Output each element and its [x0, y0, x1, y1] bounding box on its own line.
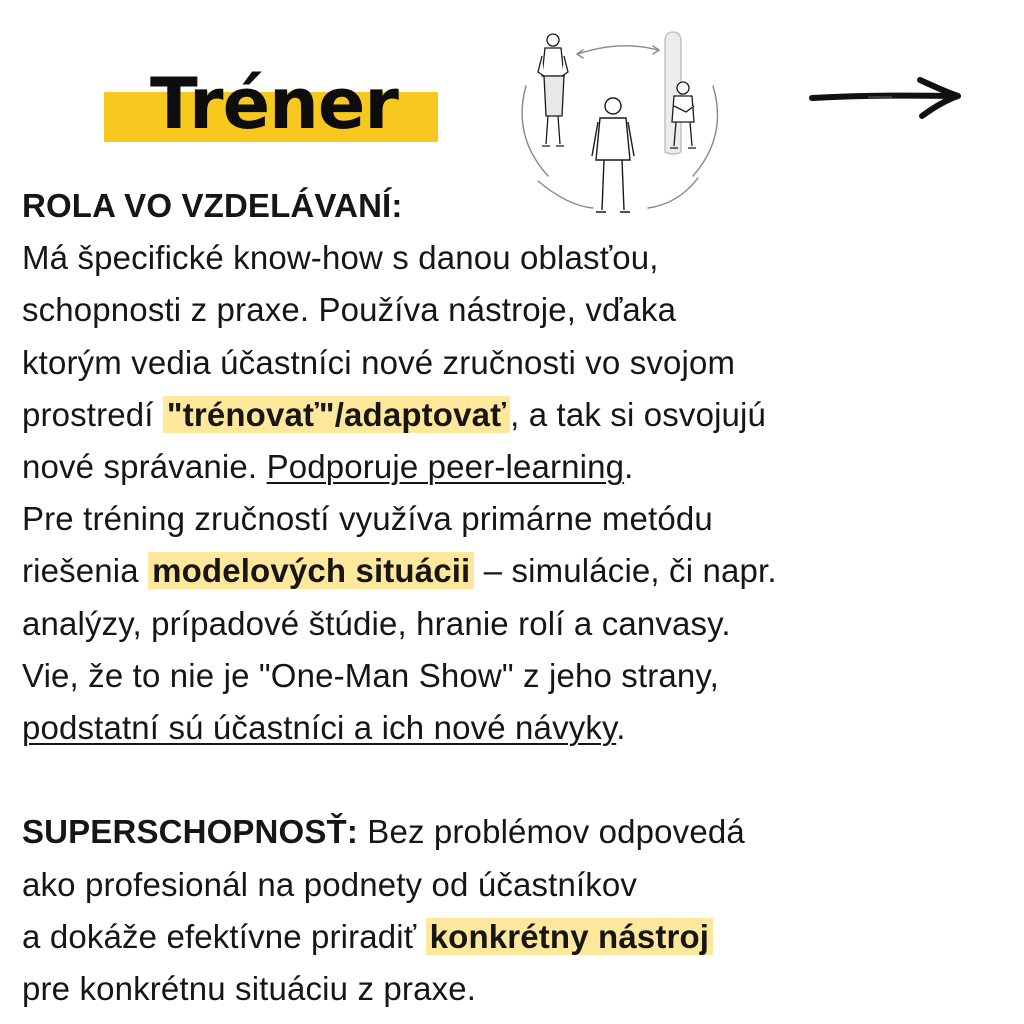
text-line: schopnosti z praxe. Používa nástroje, vďaka	[22, 291, 677, 329]
text-line: Má špecifické know-how s danou oblasťou,	[22, 239, 659, 277]
text-line: analýzy, prípadové štúdie, hranie rolí a canvasy.	[22, 604, 731, 642]
text-line: Pre tréning zručností využíva primárne metódu	[22, 500, 713, 538]
spacer	[22, 754, 1012, 806]
text-line: Vie, že to nie je "One-Man Show" z jeho strany,	[22, 656, 719, 694]
text-line: SUPERSCHOPNOSŤ: Bez problémov odpovedá	[22, 813, 745, 851]
text-line: ktorým vedia účastníci nové zručnosti vo svojom	[22, 343, 736, 381]
body-text	[22, 180, 1012, 1015]
underlined-peer-learning: Podporuje peer-learning	[266, 448, 625, 486]
highlight-modelove-situacie: modelových situácii	[148, 552, 474, 589]
highlight-konkretny-nastroj: konkrétny nástroj	[426, 918, 713, 955]
arrow-right-icon	[808, 70, 964, 122]
text-line: nové správanie. Podporuje peer-learning.	[22, 448, 634, 486]
text-line: a dokáže efektívne priradiť konkrétny nástroj	[22, 911, 1012, 963]
highlight-trenovat: "trénovať"/adaptovať	[163, 396, 510, 433]
underlined-navyky: podstatní sú účastníci a ich nové návyky	[22, 709, 617, 747]
text-line: pre konkrétnu situáciu z praxe.	[22, 970, 477, 1008]
text-line: prostredí "trénovať"/adaptovať , a tak si osvojujú	[22, 395, 767, 433]
text-line: podstatní sú účastníci a ich nové návyky.	[22, 709, 626, 747]
section1-heading: ROLA VO VZDELÁVANÍ:	[22, 187, 403, 224]
page-title: Tréner	[150, 63, 398, 145]
text-line: ako profesionál na podnety od účastníkov	[22, 865, 638, 903]
text-line: riešenia modelových situácii – simulácie, či napr.	[22, 552, 777, 590]
section2-heading: SUPERSCHOPNOSŤ:	[22, 813, 358, 851]
